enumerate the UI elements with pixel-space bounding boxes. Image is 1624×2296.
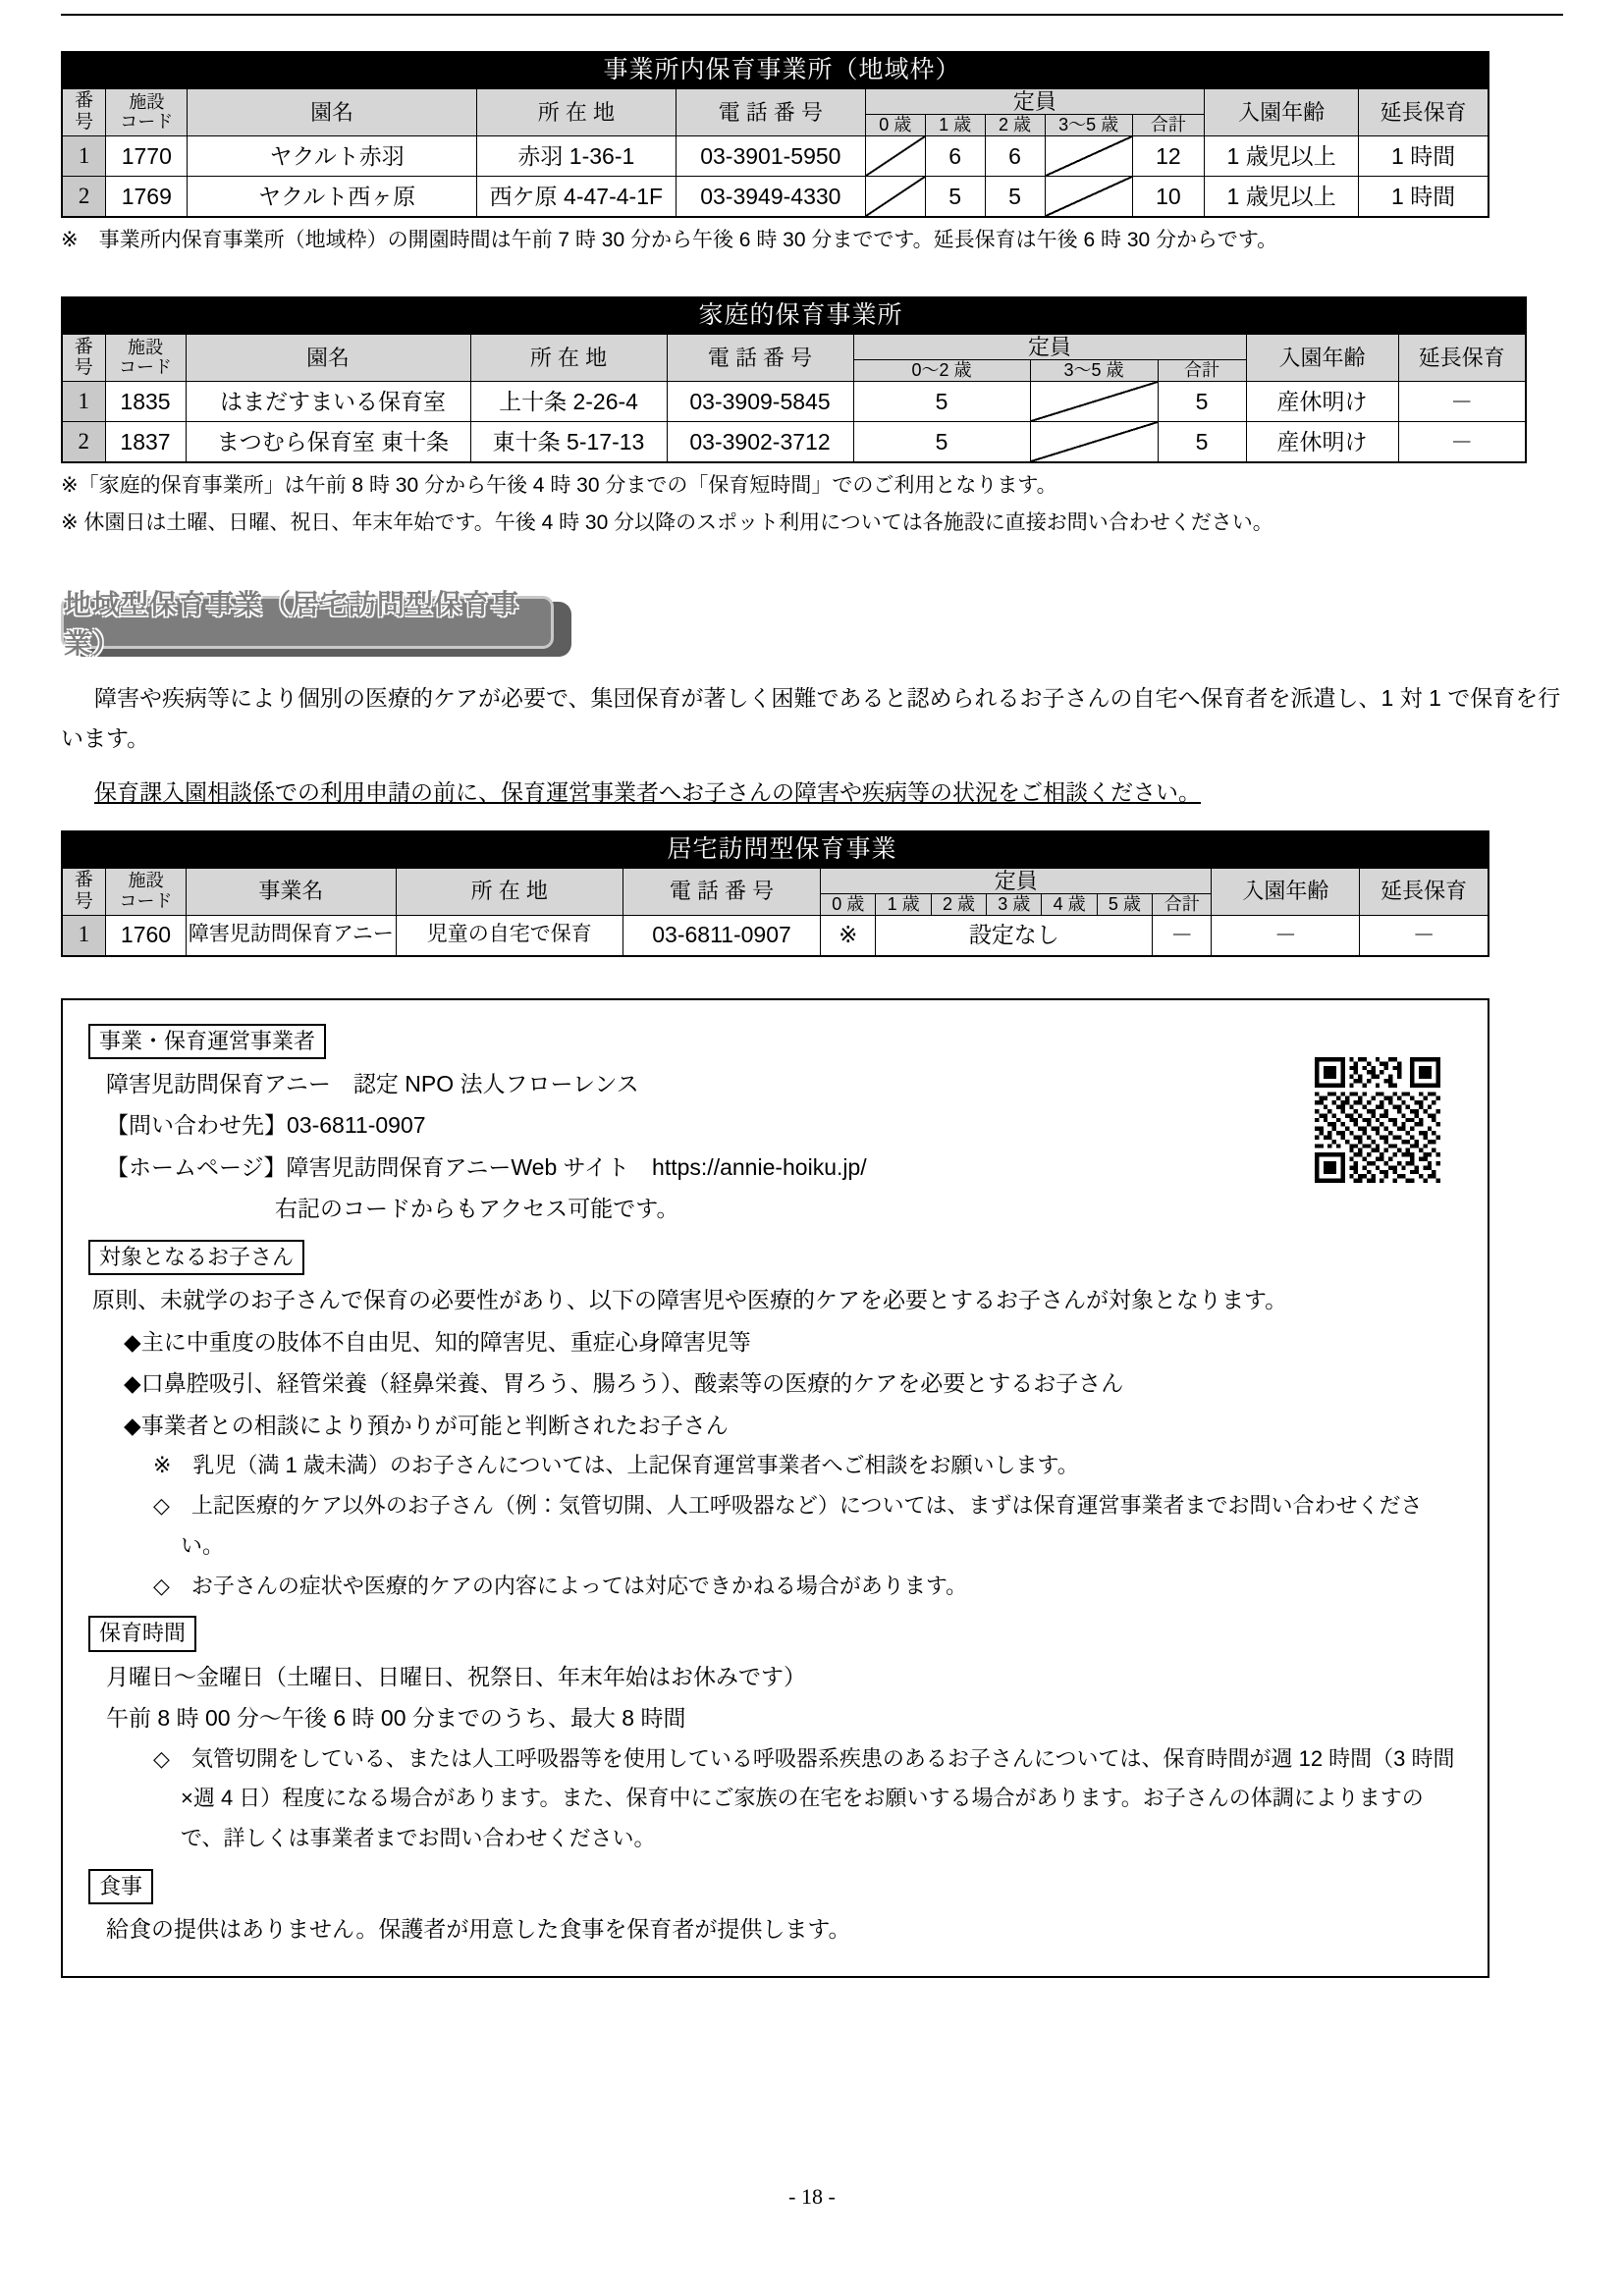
cell-name: はまだすまいる保育室 xyxy=(186,381,470,421)
col-header-address: 所 在 地 xyxy=(476,88,676,135)
cell-age0 xyxy=(865,176,925,217)
cell-age0to2: 5 xyxy=(853,421,1030,462)
col-header-age0: 0 歳 xyxy=(865,115,925,136)
cell-age3to5 xyxy=(1030,421,1158,462)
cell-number: 1 xyxy=(62,135,106,176)
target-sub-2: ◇ 上記医療的ケア以外のお子さん（例：気管切開、人工呼吸器など）については、まずは保育運営事業者までお問い合わせください。 xyxy=(153,1493,1423,1558)
col-header-number: 番 号 xyxy=(62,88,106,135)
cell-number: 2 xyxy=(62,176,106,217)
col-header-phone: 電 話 番 号 xyxy=(667,334,853,381)
tag-care-hours: 保育時間 xyxy=(88,1616,196,1651)
hours-line-2: 午前 8 時 00 分〜午後 6 時 00 分までのうち、最大 8 時間 xyxy=(106,1705,686,1732)
col-header-extended-care: 延長保育 xyxy=(1398,334,1526,381)
col-header-entry-age: 入園年齢 xyxy=(1212,868,1360,915)
home-table-note-1: ※「家庭的保育事業所」は午前 8 時 30 分から午後 4 時 30 分までの「保育短時間」でのご利用となります。 xyxy=(61,473,1057,497)
cell-phone: 03-6811-0907 xyxy=(623,915,820,956)
page-content xyxy=(61,51,1563,1978)
col-header-facility-code: 施設 コード xyxy=(105,334,186,381)
operator-contact: 【問い合わせ先】03-6811-0907 xyxy=(106,1112,426,1139)
col-header-age3to5: 3〜5 歳 xyxy=(1045,115,1132,136)
cell-age2: 5 xyxy=(985,176,1045,217)
col-header-capacity-group: 定員 xyxy=(865,88,1204,114)
table-row xyxy=(62,915,1489,956)
cell-address: 西ケ原 4-47-4-1F xyxy=(476,176,676,217)
operator-info-box xyxy=(61,998,1489,1978)
cell-number: 1 xyxy=(62,915,105,956)
banner-title: 地域型保育事業（居宅訪問型保育事業） xyxy=(64,588,520,659)
page-number: - 18 - xyxy=(788,2184,836,2209)
table-caption-home: 家庭的保育事業所 xyxy=(62,297,1526,334)
target-bullet-3: ◆事業者との相談により預かりが可能と判断されたお子さん xyxy=(124,1412,729,1438)
cell-phone: 03-3949-4330 xyxy=(676,176,865,217)
col-header-age0to2: 0〜2 歳 xyxy=(853,360,1030,382)
cell-age3to5 xyxy=(1045,135,1132,176)
col-header-business-name: 事業名 xyxy=(187,868,396,915)
col-header-age2: 2 歳 xyxy=(985,115,1045,136)
cell-address: 赤羽 1-36-1 xyxy=(476,135,676,176)
hours-line-1: 月曜日〜金曜日（土曜日、日曜日、祝祭日、年末年始はお休みです） xyxy=(106,1663,806,1689)
home-table-note-2: ※ 休園日は土曜、日曜、祝日、年末年始です。午後 4 時 30 分以降のスポット利用については各施設に直接お問い合わせください。 xyxy=(61,511,1273,535)
target-sub-3: ◇ お子さんの症状や医療的ケアの内容によっては対応できかねる場合があります。 xyxy=(153,1573,968,1598)
cell-age1: 6 xyxy=(925,135,985,176)
operator-name: 障害児訪問保育アニー 認定 NPO 法人フローレンス xyxy=(106,1070,639,1096)
cell-code: 1769 xyxy=(106,176,188,217)
employer-daycare-table xyxy=(61,51,1489,218)
qr-access-note: 右記のコードからもアクセス可能です。 xyxy=(275,1196,679,1222)
col-header-age3to5: 3〜5 歳 xyxy=(1030,360,1158,382)
cell-age0 xyxy=(865,135,925,176)
col-header-entry-age: 入園年齢 xyxy=(1204,88,1358,135)
cell-age2: 6 xyxy=(985,135,1045,176)
cell-code: 1837 xyxy=(105,421,186,462)
cell-age1: 5 xyxy=(925,176,985,217)
table-row xyxy=(62,421,1526,462)
cell-total: 10 xyxy=(1132,176,1204,217)
cell-age0-note: ※ xyxy=(821,915,876,956)
col-header-number: 番 号 xyxy=(62,868,105,915)
col-header-age5: 5 歳 xyxy=(1097,893,1152,915)
page-top-rule xyxy=(61,14,1563,16)
cell-entry-age: － xyxy=(1212,915,1360,956)
cell-total: 12 xyxy=(1132,135,1204,176)
col-header-total: 合計 xyxy=(1153,893,1212,915)
col-header-facility-code: 施設 コード xyxy=(105,868,186,915)
table-row xyxy=(62,381,1526,421)
col-header-age0: 0 歳 xyxy=(821,893,876,915)
target-bullet-2: ◆口鼻腔吸引、経管栄養（経鼻栄養、胃ろう、腸ろう）、酸素等の医療的ケアを必要とするお子さん xyxy=(124,1370,1124,1397)
tag-target-children: 対象となるお子さん xyxy=(88,1240,304,1275)
operator-homepage: 【ホームページ】障害児訪問保育アニーWeb サイト https://annie-hoiku.jp/ xyxy=(106,1153,867,1180)
col-header-age3: 3 歳 xyxy=(987,893,1042,915)
meal-note: 給食の提供はありません。保護者が用意した食事を保育者が提供します。 xyxy=(106,1915,851,1942)
cell-code: 1835 xyxy=(105,381,186,421)
col-header-age2: 2 歳 xyxy=(931,893,986,915)
cell-extended: － xyxy=(1398,381,1526,421)
col-header-age1: 1 歳 xyxy=(876,893,931,915)
cell-number: 1 xyxy=(62,381,105,421)
cell-business-name: 障害児訪問保育アニー xyxy=(187,915,396,956)
cell-extended: － xyxy=(1360,915,1489,956)
cell-total: － xyxy=(1153,915,1212,956)
cell-entry-age: 産休明け xyxy=(1246,381,1398,421)
target-intro: 原則、未就学のお子さんで保育の必要性があり、以下の障害児や医療的ケアを必要とするお子さんが対象となります。 xyxy=(92,1287,1288,1313)
cell-age3to5 xyxy=(1045,176,1132,217)
col-header-age1: 1 歳 xyxy=(925,115,985,136)
section-paragraph-1: 障害や疾病等により個別の医療的ケアが必要で、集団保育が著しく困難であると認められるお子さんの自宅へ保育者を派遣し、1 対 1 で保育を行います。 xyxy=(61,684,1561,751)
section-paragraph-2: 保育課入園相談係での利用申請の前に、保育運営事業者へお子さんの障害や疾病等の状況をご相談ください。 xyxy=(94,778,1201,805)
employer-table-note: ※ 事業所内保育事業所（地域枠）の開園時間は午前 7 時 30 分から午後 6 時 30 分までです。延長保育は午後 6 時 30 分からです。 xyxy=(61,228,1278,251)
cell-code: 1770 xyxy=(106,135,188,176)
table-caption-employer: 事業所内保育事業所（地域枠） xyxy=(62,52,1489,88)
cell-extended: 1 時間 xyxy=(1359,135,1489,176)
qr-code-icon xyxy=(1315,1057,1440,1183)
hours-sub-note: ◇ 気管切開をしている、または人工呼吸器等を使用している呼吸器系疾患のあるお子さんについては、保育時間が週 12 時間（3 時間×週 4 日）程度になる場合があります。また、保育中にご家族の在宅をお願いする場合があります。お子さんの体調によりますので、詳しくは事業者までお問い合わせください。 xyxy=(153,1745,1455,1850)
table-caption-visit: 居宅訪問型保育事業 xyxy=(62,831,1489,868)
table-row xyxy=(62,135,1489,176)
col-header-entry-age: 入園年齢 xyxy=(1246,334,1398,381)
cell-age3to5 xyxy=(1030,381,1158,421)
tag-meals: 食事 xyxy=(88,1869,153,1904)
col-header-name: 園名 xyxy=(186,334,470,381)
tag-operator: 事業・保育運営事業者 xyxy=(88,1024,326,1059)
cell-phone: 03-3901-5950 xyxy=(676,135,865,176)
cell-entry-age: 産休明け xyxy=(1246,421,1398,462)
cell-extended: － xyxy=(1398,421,1526,462)
col-header-phone: 電 話 番 号 xyxy=(623,868,820,915)
cell-phone: 03-3902-3712 xyxy=(667,421,853,462)
col-header-total: 合計 xyxy=(1158,360,1246,382)
cell-name: まつむら保育室 東十条 xyxy=(186,421,470,462)
col-header-total: 合計 xyxy=(1132,115,1204,136)
target-sub-1: ※ 乳児（満 1 歳未満）のお子さんについては、上記保育運営事業者へご相談をお願いします。 xyxy=(153,1453,1079,1478)
cell-total: 5 xyxy=(1158,421,1246,462)
cell-entry-age: 1 歳児以上 xyxy=(1204,176,1358,217)
cell-entry-age: 1 歳児以上 xyxy=(1204,135,1358,176)
home-visit-daycare-table xyxy=(61,830,1489,957)
cell-address: 児童の自宅で保育 xyxy=(396,915,623,956)
col-header-facility-code: 施設 コード xyxy=(106,88,188,135)
col-header-capacity-group: 定員 xyxy=(853,334,1246,359)
section-banner xyxy=(61,588,571,659)
cell-name: ヤクルト西ヶ原 xyxy=(188,176,476,217)
col-header-capacity-group: 定員 xyxy=(821,868,1212,893)
cell-phone: 03-3909-5845 xyxy=(667,381,853,421)
cell-ages-merged: 設定なし xyxy=(876,915,1153,956)
col-header-number: 番 号 xyxy=(62,334,105,381)
table-row xyxy=(62,176,1489,217)
col-header-extended-care: 延長保育 xyxy=(1359,88,1489,135)
cell-age0to2: 5 xyxy=(853,381,1030,421)
cell-name: ヤクルト赤羽 xyxy=(188,135,476,176)
col-header-name: 園名 xyxy=(188,88,476,135)
col-header-address: 所 在 地 xyxy=(470,334,667,381)
col-header-age4: 4 歳 xyxy=(1042,893,1097,915)
col-header-extended-care: 延長保育 xyxy=(1360,868,1489,915)
target-bullet-1: ◆主に中重度の肢体不自由児、知的障害児、重症心身障害児等 xyxy=(124,1328,751,1355)
cell-total: 5 xyxy=(1158,381,1246,421)
cell-address: 上十条 2-26-4 xyxy=(470,381,667,421)
col-header-address: 所 在 地 xyxy=(396,868,623,915)
col-header-phone: 電 話 番 号 xyxy=(676,88,865,135)
banner-body xyxy=(61,588,554,659)
qr-code-svg xyxy=(1315,1057,1440,1183)
home-daycare-table xyxy=(61,296,1527,463)
cell-extended: 1 時間 xyxy=(1359,176,1489,217)
cell-code: 1760 xyxy=(105,915,186,956)
cell-number: 2 xyxy=(62,421,105,462)
cell-address: 東十条 5-17-13 xyxy=(470,421,667,462)
